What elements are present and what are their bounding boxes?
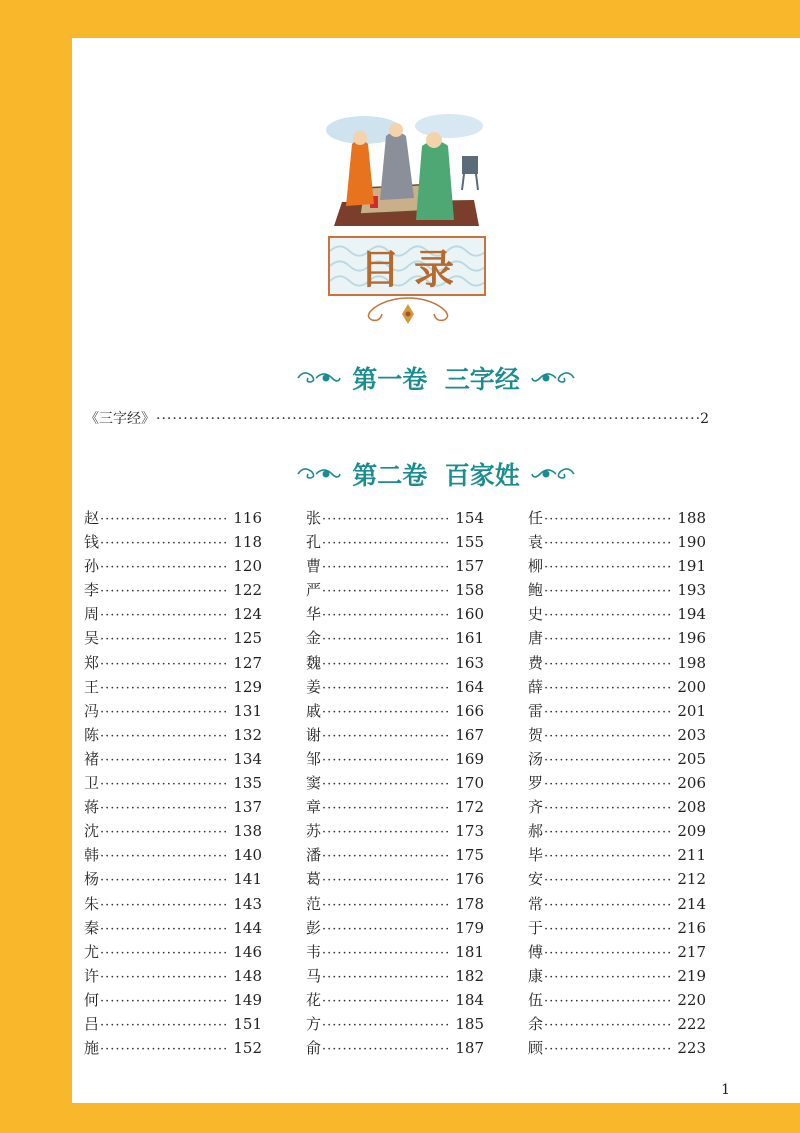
dot-leader [544,777,670,792]
surname-label: 杨 [84,870,100,889]
surname-page: 129 [233,677,262,696]
surname-label: 卫 [84,774,100,793]
dot-leader [544,729,670,744]
surname-label: 薛 [528,677,544,696]
toc-entry[interactable] [306,989,484,1013]
toc-entry[interactable] [84,941,262,965]
surname-label: 雷 [528,701,544,720]
toc-entry[interactable] [528,579,706,603]
surname-label: 冯 [84,701,100,720]
surname-label: 贺 [528,725,544,744]
surname-page: 170 [455,774,484,793]
surname-page: 194 [677,605,706,624]
surname-page: 157 [455,557,484,576]
surname-page: 209 [677,822,706,841]
dot-leader [544,873,670,888]
dot-leader [322,922,448,937]
surname-page: 144 [233,918,262,937]
toc-entry[interactable] [528,772,706,796]
surname-label: 花 [306,990,322,1009]
toc-entry[interactable] [306,844,484,868]
surname-label: 费 [528,653,544,672]
dot-leader [544,994,670,1009]
surname-label: 朱 [84,894,100,913]
surname-label: 周 [84,605,100,624]
toc-entry[interactable] [84,676,262,700]
surname-page: 203 [677,725,706,744]
dot-leader [544,560,670,575]
surname-page: 184 [455,990,484,1009]
toc-entry[interactable] [306,941,484,965]
page-title: 目录 [360,246,468,293]
surname-page: 200 [677,677,706,696]
dot-leader [322,1042,448,1057]
toc-entry[interactable] [306,579,484,603]
toc-entry[interactable] [306,893,484,917]
toc-entry[interactable] [306,868,484,892]
dot-leader [322,898,448,913]
surname-label: 蒋 [84,798,100,817]
surname-label: 韩 [84,846,100,865]
dot-leader [100,849,226,864]
toc-entry[interactable] [84,917,262,941]
toc-entry[interactable] [528,627,706,651]
surname-label: 傅 [528,942,544,961]
surname-page: 164 [455,677,484,696]
toc-entry[interactable] [84,531,262,555]
volume-1-title: 第一卷 三字经 [352,365,520,394]
surname-label: 柳 [528,557,544,576]
dot-leader [544,536,670,551]
dot-leader [322,657,448,672]
dot-leader [100,777,226,792]
dot-leader [322,753,448,768]
toc-entry[interactable] [306,820,484,844]
right-cloud-ornament-icon [530,463,576,485]
toc-entry[interactable] [528,941,706,965]
surname-label: 邹 [306,749,322,768]
dot-leader [156,411,699,427]
surname-page: 220 [677,990,706,1009]
dot-leader [544,632,670,647]
dot-leader [100,873,226,888]
surname-page: 160 [455,605,484,624]
left-cloud-ornament-icon [296,367,342,389]
surname-label: 范 [306,894,322,913]
surname-label: 何 [84,990,100,1009]
surname-label: 毕 [528,846,544,865]
dot-leader [544,801,670,816]
toc-entry[interactable] [84,772,262,796]
toc-entry[interactable] [306,627,484,651]
dot-leader [100,1042,226,1057]
surname-label: 安 [528,870,544,889]
surname-page: 148 [233,966,262,985]
dot-leader [322,849,448,864]
toc-entry[interactable] [84,507,262,531]
surname-label: 钱 [84,533,100,552]
toc-entry[interactable] [84,1037,262,1061]
surname-label: 唐 [528,629,544,648]
surname-page: 188 [677,509,706,527]
surname-label: 孔 [306,533,322,552]
surname-page: 124 [233,605,262,624]
dot-leader [544,1042,670,1057]
toc-entry[interactable] [528,555,706,579]
surname-page: 208 [677,798,706,817]
surname-page: 190 [677,533,706,552]
dot-leader [322,994,448,1009]
surname-label: 潘 [306,846,322,865]
surname-label: 严 [306,581,322,600]
surname-page: 140 [233,846,262,865]
surname-page: 127 [233,653,262,672]
surname-page: 131 [233,701,262,720]
surname-label: 魏 [306,653,322,672]
surname-label: 赵 [84,509,100,527]
surname-label: 张 [306,509,322,527]
toc-entry[interactable] [528,989,706,1013]
surname-label: 褚 [84,749,100,768]
book-page [72,38,800,1103]
toc-entry[interactable] [306,772,484,796]
surname-label: 任 [528,509,544,527]
surname-label: 华 [306,605,322,624]
dot-leader [322,512,448,527]
surname-page: 146 [233,942,262,961]
surname-page: 212 [677,870,706,889]
surname-page: 116 [233,509,262,527]
surname-label: 罗 [528,774,544,793]
surname-label: 马 [306,966,322,985]
surname-page: 222 [677,1014,706,1033]
surname-page: 187 [455,1039,484,1058]
dot-leader [100,681,226,696]
toc-entry[interactable] [84,844,262,868]
toc-entry[interactable] [306,748,484,772]
dot-leader [100,584,226,599]
toc-entry[interactable] [306,652,484,676]
surname-label: 沈 [84,822,100,841]
dot-leader [100,560,226,575]
surname-label: 吴 [84,629,100,648]
surname-page: 154 [455,509,484,527]
toc-entry[interactable] [84,868,262,892]
surname-label: 史 [528,605,544,624]
toc-entry[interactable] [528,507,706,531]
toc-entry[interactable] [528,531,706,555]
surname-page: 132 [233,725,262,744]
toc-entry[interactable] [306,700,484,724]
surname-label: 施 [84,1039,100,1058]
toc-entry[interactable] [528,652,706,676]
dot-leader [544,946,670,961]
dot-leader [322,681,448,696]
toc-entry[interactable] [306,1013,484,1037]
toc-entry[interactable] [306,676,484,700]
surname-label: 韦 [306,942,322,961]
toc-entry-page: 2 [700,411,709,427]
surname-label: 章 [306,798,322,817]
toc-entry[interactable] [528,1013,706,1037]
surname-page: 122 [233,581,262,600]
surname-label: 郑 [84,653,100,672]
surname-label: 袁 [528,533,544,552]
surname-page: 141 [233,870,262,889]
surname-label: 苏 [306,822,322,841]
dot-leader [322,777,448,792]
surname-page: 219 [677,966,706,985]
dot-leader [100,898,226,913]
dot-leader [100,632,226,647]
surname-page: 158 [455,581,484,600]
toc-entry[interactable] [528,844,706,868]
dot-leader [100,512,226,527]
toc-entry[interactable] [306,965,484,989]
toc-entry[interactable] [306,603,484,627]
scroll-ornament-icon [358,294,458,330]
surname-page: 176 [455,870,484,889]
surname-label: 于 [528,918,544,937]
surname-page: 214 [677,894,706,913]
page-number: 1 [721,1082,730,1098]
dot-leader [100,608,226,623]
dot-leader [544,849,670,864]
scholars-illustration [324,110,484,226]
surname-label: 王 [84,677,100,696]
dot-leader [100,922,226,937]
surname-page: 198 [677,653,706,672]
surname-column-1 [84,507,262,1061]
toc-entry[interactable] [84,724,262,748]
surname-page: 205 [677,749,706,768]
surname-label: 姜 [306,677,322,696]
surname-page: 182 [455,966,484,985]
dot-leader [100,657,226,672]
surname-page: 135 [233,774,262,793]
dot-leader [322,560,448,575]
dot-leader [100,1018,226,1033]
dot-leader [322,632,448,647]
dot-leader [544,584,670,599]
toc-entry[interactable] [528,917,706,941]
surname-page: 151 [233,1014,262,1033]
toc-entry[interactable] [528,724,706,748]
surname-label: 彭 [306,918,322,937]
toc-entry[interactable] [528,676,706,700]
toc-entry[interactable] [84,627,262,651]
dot-leader [544,825,670,840]
surname-label: 俞 [306,1039,322,1058]
surname-page: 143 [233,894,262,913]
surname-label: 许 [84,966,100,985]
toc-entry[interactable] [84,989,262,1013]
toc-entry[interactable] [84,652,262,676]
toc-entry[interactable] [84,965,262,989]
toc-entry[interactable] [528,1037,706,1061]
dot-leader [544,970,670,985]
surname-label: 鲍 [528,581,544,600]
dot-leader [100,753,226,768]
dot-leader [100,994,226,1009]
toc-entry[interactable] [84,579,262,603]
dot-leader [544,753,670,768]
toc-entry[interactable] [528,820,706,844]
surname-label: 吕 [84,1014,100,1033]
toc-entry[interactable] [84,893,262,917]
toc-entry[interactable] [84,700,262,724]
surname-page: 134 [233,749,262,768]
surname-page: 196 [677,629,706,648]
dot-leader [322,536,448,551]
surname-page: 149 [233,990,262,1009]
toc-entry[interactable] [84,796,262,820]
surname-page: 118 [233,533,262,552]
surname-label: 窦 [306,774,322,793]
dot-leader [322,729,448,744]
dot-leader [544,898,670,913]
surname-label: 康 [528,966,544,985]
toc-entry[interactable] [306,1037,484,1061]
toc-entry[interactable] [306,531,484,555]
dot-leader [544,705,670,720]
surname-page: 167 [455,725,484,744]
surname-page: 193 [677,581,706,600]
toc-entry[interactable] [84,820,262,844]
toc-entry[interactable] [528,965,706,989]
volume-1-heading [72,360,800,396]
surname-label: 汤 [528,749,544,768]
toc-entry[interactable] [84,1013,262,1037]
surname-page: 175 [455,846,484,865]
toc-entry[interactable] [306,507,484,531]
toc-entry[interactable] [528,603,706,627]
dot-leader [322,1018,448,1033]
surname-page: 206 [677,774,706,793]
toc-entry-label: 《三字经》 [85,411,155,427]
surname-page: 137 [233,798,262,817]
dot-leader [322,705,448,720]
dot-leader [322,970,448,985]
dot-leader [322,608,448,623]
toc-entry[interactable] [528,700,706,724]
toc-entry[interactable] [528,868,706,892]
surname-page: 166 [455,701,484,720]
dot-leader [322,946,448,961]
dot-leader [100,536,226,551]
dot-leader [100,825,226,840]
surname-page: 201 [677,701,706,720]
surname-label: 李 [84,581,100,600]
surname-label: 方 [306,1014,322,1033]
dot-leader [544,922,670,937]
dot-leader [544,681,670,696]
surname-label: 齐 [528,798,544,817]
toc-entry[interactable] [306,724,484,748]
toc-entry[interactable] [84,603,262,627]
surname-label: 孙 [84,557,100,576]
surname-page: 125 [233,629,262,648]
surname-page: 138 [233,822,262,841]
toc-entry[interactable] [306,917,484,941]
toc-entry[interactable] [84,555,262,579]
toc-entry[interactable] [306,555,484,579]
surname-label: 顾 [528,1039,544,1058]
toc-entry[interactable] [528,748,706,772]
surname-label: 伍 [528,990,544,1009]
dot-leader [544,1018,670,1033]
volume-2-heading [72,456,800,492]
surname-page: 178 [455,894,484,913]
volume-2-title: 第二卷 百家姓 [352,461,520,490]
dot-leader [544,608,670,623]
dot-leader [544,657,670,672]
surname-label: 秦 [84,918,100,937]
surname-page: 185 [455,1014,484,1033]
surname-page: 152 [233,1039,262,1058]
surname-page: 223 [677,1039,706,1058]
toc-entry[interactable] [528,796,706,820]
surname-page: 179 [455,918,484,937]
dot-leader [322,825,448,840]
surname-label: 余 [528,1014,544,1033]
right-cloud-ornament-icon [530,367,576,389]
surname-label: 郝 [528,822,544,841]
surname-page: 172 [455,798,484,817]
left-cloud-ornament-icon [296,463,342,485]
dot-leader [100,801,226,816]
surname-label: 谢 [306,725,322,744]
dot-leader [544,512,670,527]
surname-label: 金 [306,629,322,648]
surname-column-2 [306,507,484,1061]
surname-page: 120 [233,557,262,576]
surname-page: 211 [677,846,706,865]
toc-title-plaque [328,236,486,296]
surname-page: 173 [455,822,484,841]
dot-leader [100,970,226,985]
surname-label: 常 [528,894,544,913]
surname-page: 216 [677,918,706,937]
surname-column-3 [528,507,706,1061]
dot-leader [100,729,226,744]
dot-leader [100,946,226,961]
surname-page: 155 [455,533,484,552]
toc-entry[interactable] [84,748,262,772]
surname-page: 191 [677,557,706,576]
surname-page: 217 [677,942,706,961]
surname-label: 葛 [306,870,322,889]
surname-label: 尤 [84,942,100,961]
toc-entry[interactable] [306,796,484,820]
surname-label: 戚 [306,701,322,720]
dot-leader [100,705,226,720]
dot-leader [322,584,448,599]
toc-entry[interactable] [528,893,706,917]
surname-label: 陈 [84,725,100,744]
dot-leader [322,873,448,888]
surname-page: 181 [455,942,484,961]
dot-leader [322,801,448,816]
surname-page: 163 [455,653,484,672]
surname-label: 曹 [306,557,322,576]
surname-page: 161 [455,629,484,648]
toc-entry-sanzijing[interactable] [85,408,709,428]
surname-page: 169 [455,749,484,768]
